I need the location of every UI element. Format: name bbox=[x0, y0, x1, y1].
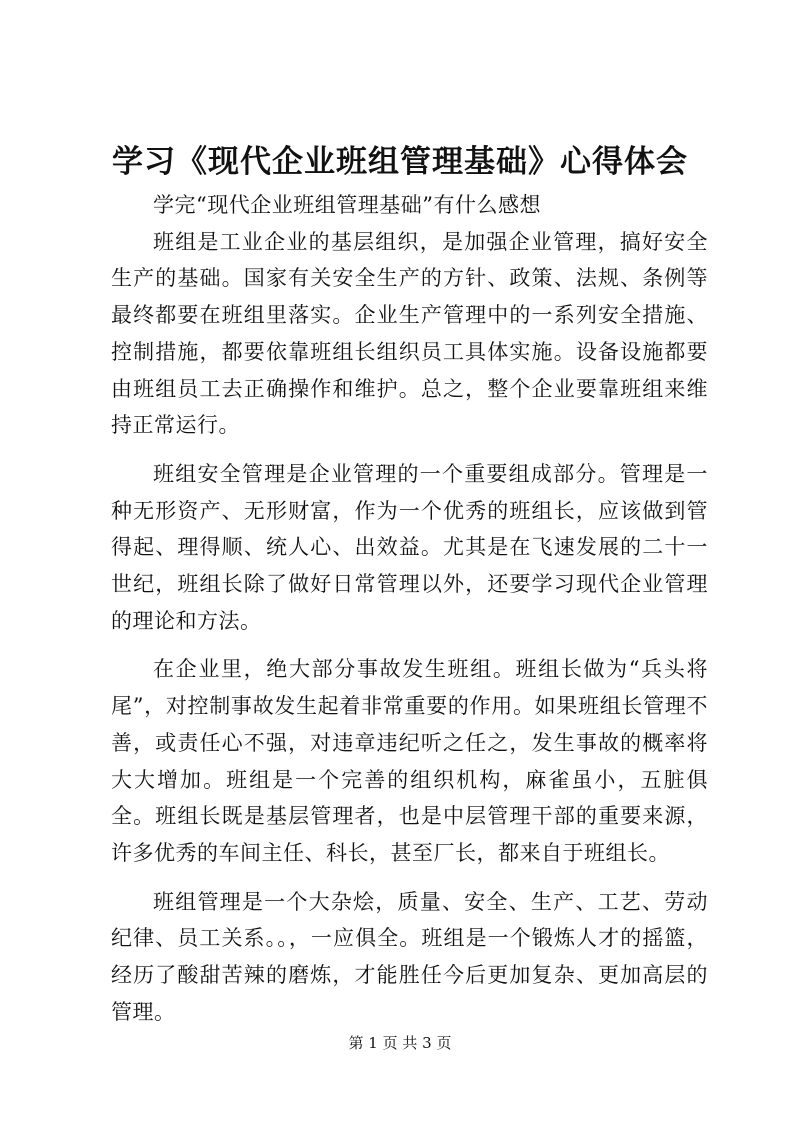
body-paragraph: 在企业里，绝大部分事故发生班组。班组长做为“兵头将尾”，对控制事故发生起着非常重要的作用。如果班组长管理不善，或责任心不强，对违章违纪听之任之，发生事故的概率将大大增加。班组是一个完善的组织机构，麻雀虽小，五脏俱全。班组长既是基层管理者，也是中层管理干部的重要来源，许多优秀的车间主任、科长，甚至厂长，都来自于班组长。 bbox=[111, 657, 708, 865]
page-number-footer: 第 1 页 共 3 页 bbox=[348, 1034, 452, 1052]
document-body bbox=[111, 187, 708, 1030]
body-paragraph: 班组安全管理是企业管理的一个重要组成部分。管理是一种无形资产、无形财富，作为一个优秀的班组长，应该做到管得起、理得顺、统人心、出效益。尤其是在飞速发展的二十一世纪，班组长除了做好日常管理以外，还要学习现代企业管理的理论和方法。 bbox=[111, 461, 708, 633]
body-paragraph: 班组是工业企业的基层组织，是加强企业管理，搞好安全生产的基础。国家有关安全生产的方针、政策、法规、条例等最终都要在班组里落实。企业生产管理中的一系列安全措施、控制措施，都要依靠班组长组织员工具体实施。设备设施都要由班组员工去正确操作和维护。总之，整个企业要靠班组来维持正常运行。 bbox=[111, 229, 708, 438]
document-title: 学习《现代企业班组管理基础》心得体会 bbox=[112, 144, 688, 180]
subtitle-paragraph: 学完“现代企业班组管理基础”有什么感想 bbox=[153, 193, 541, 217]
body-paragraph: 班组管理是一个大杂烩，质量、安全、生产、工艺、劳动纪律、员工关系。。，一应俱全。班组是一个锻炼人才的摇篮，经历了酸甜苦辣的磨炼，才能胜任今后更加复杂、更加高层的管理。 bbox=[111, 889, 708, 1024]
